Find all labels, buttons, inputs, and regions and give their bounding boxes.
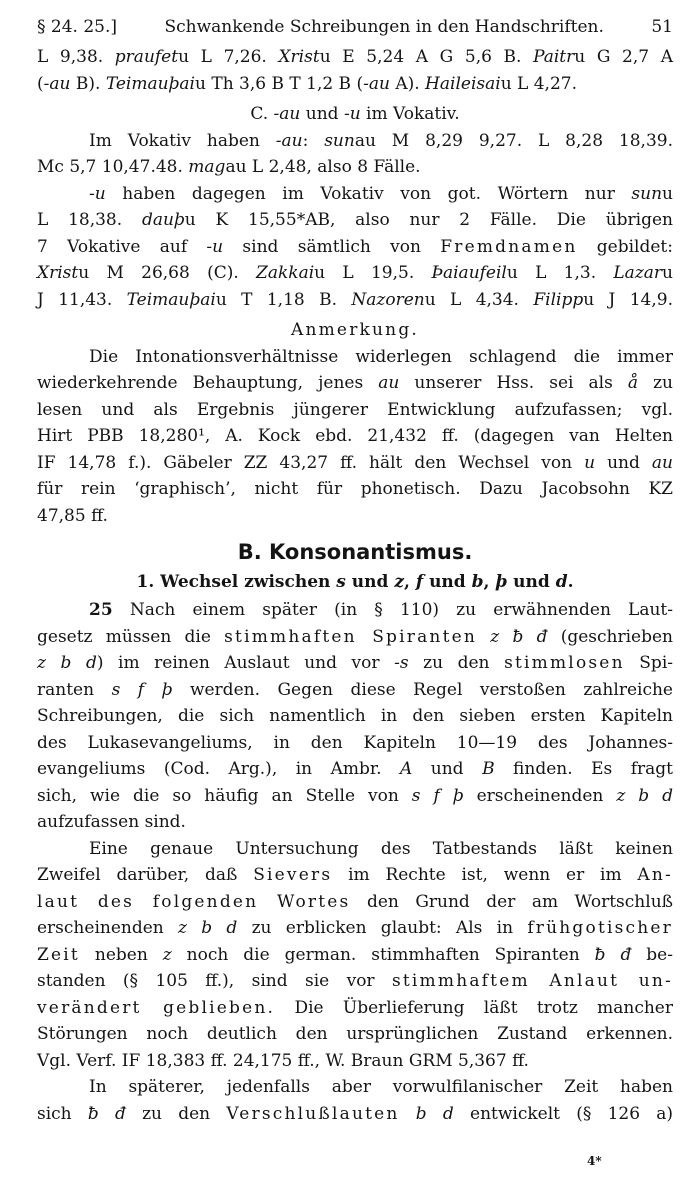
text-line: ranten s f þ werden. Gegen diese Regel verstoßen zahlreiche xyxy=(37,679,673,700)
italic-text: Lazar xyxy=(613,263,663,283)
text-line: für rein ‘graphisch’, nicht für phonetisch. Dazu Jacobsohn KZ xyxy=(37,479,673,499)
text-line: In späterer, jedenfalls aber vorwulfilanischer Zeit haben xyxy=(89,1077,673,1097)
text-line: sich, wie die so häufig an Stelle von s f þ erscheinenden z b d xyxy=(37,785,673,806)
text-line: laut des folgenden Wortes den Grund der am Wortschluß xyxy=(37,891,673,912)
text-line: Mc 5,7 10,47.48. magau L 2,48, also 8 Fälle. xyxy=(37,157,421,177)
subheading-wechsel: 1. Wechsel zwischen s und z, f und b, þ und d. xyxy=(136,572,574,592)
paragraph-number: 25 xyxy=(89,600,113,620)
spaced-text: frühgotischer xyxy=(527,918,673,938)
spaced-text: Zeit xyxy=(37,944,80,965)
italic-text: Nazoren xyxy=(351,289,425,310)
paragraph-continuation xyxy=(37,44,673,97)
text-line: L 18,38. dauþu K 15,55*AB, also nur 2 Fälle. Die übrigen xyxy=(37,210,673,230)
text-line: verändert geblieben. Die Überlieferung läßt trotz mancher xyxy=(37,997,673,1018)
spaced-text: An- xyxy=(637,865,673,885)
italic-text: z b d xyxy=(616,785,673,806)
italic-text: sun xyxy=(324,130,355,151)
italic-text: Haileisai xyxy=(425,73,501,94)
italic-text: mag xyxy=(188,157,226,177)
italic-text: Filipp xyxy=(533,289,584,310)
text-line: Schreibungen, die sich namentlich in den sieben ersten Kapiteln xyxy=(37,706,673,726)
text-line: Im Vokativ haben -au: sunau M 8,29 9,27. L 8,28 18,39. xyxy=(89,130,673,151)
text-line: gesetz müssen die stimmhaften Spiranten z ƀ đ (geschrieben xyxy=(37,626,673,647)
italic-text: ƀ đ xyxy=(594,944,632,965)
italic-text: B xyxy=(482,759,495,779)
italic-text: ƀ đ xyxy=(87,1103,126,1124)
spaced-text: laut des folgenden Wortes xyxy=(37,891,351,912)
spaced-text: Fremdnamen xyxy=(440,236,578,257)
text-line: J 11,43. Teimauþaiu T 1,18 B. Nazorenu L 4,34. Filippu J 14,9. xyxy=(37,289,673,310)
spaced-text: Verschlußlauten xyxy=(226,1103,400,1124)
italic-text: -au xyxy=(273,104,301,124)
italic-text: -u xyxy=(343,104,361,124)
italic-text: Xrist xyxy=(37,263,79,283)
italic-text: au xyxy=(378,373,400,393)
spaced-text: stimmhaften Spiranten xyxy=(224,626,478,647)
paragraph-25 xyxy=(37,597,673,836)
section-heading-konsonantismus: B. Konsonantismus. xyxy=(237,540,473,564)
heading-vokativ: C. -au und -u im Vokativ. xyxy=(250,104,460,124)
text-line: Die Intonationsverhältnisse widerlegen schlagend die immer xyxy=(89,346,673,367)
italic-text: Teimauþai xyxy=(105,73,195,94)
italic-text: u xyxy=(584,452,596,473)
italic-text: z xyxy=(394,572,404,592)
italic-text: -u xyxy=(206,236,224,257)
italic-text: b d xyxy=(415,1103,454,1124)
italic-text: z xyxy=(162,944,172,965)
document-page xyxy=(37,14,673,1127)
paragraph-vokativ-au xyxy=(37,128,673,181)
spaced-text: verändert geblieben. xyxy=(37,997,276,1018)
text-line: Zweifel darüber, daß Sievers im Rechte ist, wenn er im An- xyxy=(37,865,673,885)
spaced-text: stimmhaftem Anlaut un- xyxy=(391,971,673,991)
italic-text: å xyxy=(627,373,639,393)
text-line: evangeliums (Cod. Arg.), in Ambr. A und B finden. Es fragt xyxy=(37,759,674,779)
paragraph-25-untersuchung xyxy=(37,836,673,1075)
heading-anmerkung xyxy=(37,317,673,344)
text-line: Eine genaue Untersuchung des Tatbestands läßt keinen xyxy=(89,838,673,859)
italic-text: b xyxy=(471,572,484,592)
text-line: 25 Nach einem später (in § 110) zu erwähnenden Laut- xyxy=(89,600,673,620)
paragraph-vokativ-u xyxy=(37,181,673,314)
text-line: des Lukasevangeliums, in den Kapiteln 10—19 des Johannes- xyxy=(37,732,673,753)
italic-text: þ xyxy=(495,572,508,592)
running-header xyxy=(37,14,673,44)
italic-text: A xyxy=(400,759,413,779)
text-line: Xristu M 26,68 (C). Zakkaiu L 19,5. Þaiaufeilu L 1,3. Lazaru xyxy=(37,263,673,283)
spaced-text: Anmerkung. xyxy=(290,320,420,340)
italic-text: z b d xyxy=(37,653,97,673)
spaced-text: stimmlosen xyxy=(504,653,625,673)
italic-text: -s xyxy=(394,653,409,673)
text-line: 7 Vokative auf -u sind sämtlich von Fremdnamen gebildet: xyxy=(37,236,673,257)
italic-text: -u xyxy=(89,183,106,204)
italic-text: s xyxy=(336,572,346,592)
italic-text: s f þ xyxy=(411,785,464,806)
paragraph-25-spaeter xyxy=(37,1074,673,1127)
italic-text: Teimauþai xyxy=(126,289,216,310)
italic-text: Zakkai xyxy=(256,263,315,283)
italic-text: z b d xyxy=(178,918,238,938)
header-page-number: 51 xyxy=(651,17,673,37)
italic-text: praufet xyxy=(114,47,179,67)
text-line: standen (§ 105 ff.), sind sie vor stimmhaftem Anlaut un- xyxy=(37,971,673,991)
italic-text: d xyxy=(555,572,568,592)
italic-text: z ƀ đ xyxy=(490,626,548,647)
text-line: z b d) im reinen Auslaut und vor -s zu den stimmlosen Spi- xyxy=(37,653,673,673)
text-line: Störungen noch deutlich den ursprünglichen Zustand erkennen. xyxy=(37,1024,673,1044)
header-title: Schwankende Schreibungen in den Handschriften. xyxy=(164,17,604,37)
signature-mark: 4* xyxy=(587,1154,602,1168)
italic-text: dauþ xyxy=(141,210,185,230)
italic-text: s f þ xyxy=(111,679,173,700)
header-section-ref: § 24. 25.] xyxy=(37,17,118,37)
text-line: IF 14,78 f.). Gäbeler ZZ 43,27 ff. hält den Wechsel von u und au xyxy=(37,452,673,473)
text-line: Hirt PBB 18,280¹, A. Kock ebd. 21,432 ff. (dagegen van Helten xyxy=(37,426,673,446)
text-line: -u haben dagegen im Vokativ von got. Wörtern nur sunu xyxy=(89,183,673,204)
text-line: Vgl. Verf. IF 18,383 ff. 24,175 ff., W. Braun GRM 5,367 ff. xyxy=(37,1050,529,1071)
text-line: lesen und als Ergebnis jüngerer Entwicklung aufzufassen; vgl. xyxy=(37,399,673,420)
text-line: L 9,38. praufetu L 7,26. Xristu E 5,24 A G 5,6 B. Paitru G 2,7 A xyxy=(37,47,673,67)
italic-text: -au xyxy=(363,73,390,94)
italic-text: au xyxy=(651,452,673,473)
text-line: aufzufassen sind. xyxy=(37,812,186,832)
text-line: sich ƀ đ zu den Verschlußlauten b d entwickelt (§ 126 a) xyxy=(37,1103,674,1124)
spaced-text: Sievers xyxy=(253,865,333,885)
text-line: 47,85 ff. xyxy=(37,505,108,526)
italic-text: Paitr xyxy=(533,47,575,67)
italic-text: Þaiaufeil xyxy=(431,263,507,283)
italic-text: -au xyxy=(275,130,303,151)
paragraph-anmerkung xyxy=(37,344,673,530)
italic-text: Xrist xyxy=(278,47,320,67)
italic-text: sun xyxy=(631,183,663,204)
text-line: (-au B). Teimauþaiu Th 3,6 B T 1,2 B (-au A). Haileisaiu L 4,27. xyxy=(37,73,577,94)
italic-text: f xyxy=(415,572,424,592)
italic-text: -au xyxy=(43,73,71,94)
text-line: Zeit neben z noch die german. stimmhaften Spiranten ƀ đ be- xyxy=(37,944,673,965)
text-line: wiederkehrende Behauptung, jenes au unserer Hss. sei als å zu xyxy=(37,373,674,393)
text-line: erscheinenden z b d zu erblicken glaubt: Als in frühgotischer xyxy=(37,918,673,938)
